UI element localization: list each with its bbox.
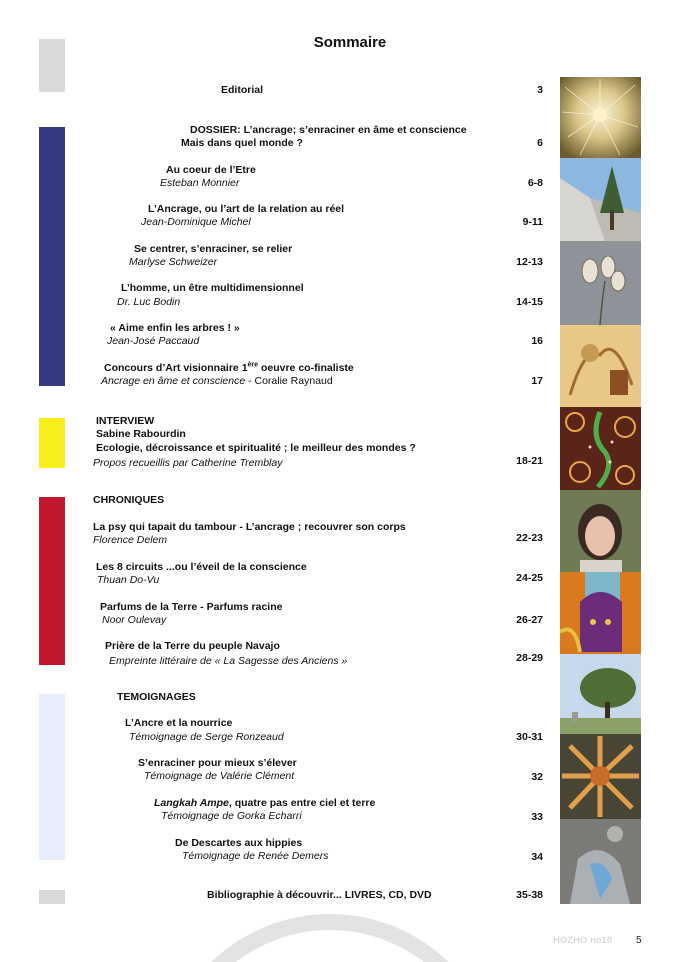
- dandelion-thumbnail: [560, 77, 641, 158]
- article-page: 16: [531, 335, 543, 347]
- temoignage-author: Témoignage de Renée Demers: [182, 850, 329, 862]
- temoignage-title-italic: Langkah Ampe: [154, 797, 229, 809]
- concours-title-a: Concours d’Art visionnaire 1: [104, 362, 248, 374]
- chroniques-heading: CHRONIQUES: [93, 494, 165, 506]
- interview-page: 18-21: [516, 455, 543, 467]
- editorial-title[interactable]: Editorial: [221, 84, 264, 96]
- sun-mandala-thumbnail: [560, 734, 641, 819]
- aboriginal-art-thumbnail: [560, 407, 641, 490]
- chronique-author: Florence Delem: [93, 534, 168, 546]
- concours-page: 17: [531, 375, 543, 387]
- interview-person: Sabine Rabourdin: [96, 428, 186, 440]
- article-title[interactable]: L’Ancrage, ou l’art de la relation au réel: [148, 203, 345, 215]
- dossier-title-line2[interactable]: Mais dans quel monde ?: [181, 137, 303, 149]
- chronique-page: 22-23: [516, 532, 543, 544]
- temoignage-title[interactable]: De Descartes aux hippies: [175, 837, 303, 849]
- article-author: Esteban Monnier: [160, 177, 240, 189]
- dossier-page: 6: [537, 137, 543, 149]
- yellow-bar: [39, 418, 65, 468]
- landscape-tree-thumbnail: [560, 654, 641, 734]
- editorial-page: 3: [537, 84, 543, 96]
- colorful-painting-thumbnail: [560, 572, 641, 654]
- article-author: Marlyse Schweizer: [129, 256, 218, 268]
- visionary-art-thumbnail: [560, 325, 641, 407]
- footer-magazine: HOZHO no10: [553, 935, 613, 946]
- dossier-title-line1[interactable]: DOSSIER: L’ancrage; s’enraciner en âme et conscience: [190, 124, 467, 136]
- chronique-page: 26-27: [516, 614, 543, 626]
- temoignage-page: 32: [531, 771, 543, 783]
- sculpture-thumbnail: [560, 819, 641, 904]
- grey-bar-bottom: [39, 890, 65, 904]
- article-title[interactable]: L’homme, un être multidimensionnel: [121, 282, 304, 294]
- chronique-title[interactable]: Les 8 circuits ...ou l’éveil de la conscience: [96, 561, 307, 573]
- temoignage-author: Témoignage de Gorka Echarri: [161, 810, 302, 822]
- article-author: Dr. Luc Bodin: [117, 296, 181, 308]
- article-page: 14-15: [516, 296, 543, 308]
- interview-heading: INTERVIEW: [96, 415, 155, 427]
- bibliographie-page: 35-38: [516, 889, 543, 901]
- pale-blue-bar: [39, 694, 65, 860]
- footer-page-number: 5: [636, 935, 642, 946]
- concours-title-sup: ère: [247, 361, 259, 369]
- article-page: 6-8: [527, 177, 543, 189]
- article-title[interactable]: Au coeur de l’Etre: [166, 164, 256, 176]
- temoignage-title[interactable]: L’Ancre et la nourrice: [125, 717, 233, 729]
- chronique-title[interactable]: Parfums de la Terre - Parfums racine: [100, 601, 283, 613]
- article-author: Jean-Dominique Michel: [141, 216, 251, 228]
- article-page: 12-13: [516, 256, 543, 268]
- portrait-thumbnail: [560, 490, 641, 572]
- interview-credit: Propos recueillis par Catherine Tremblay: [93, 457, 283, 469]
- chronique-author: Empreinte littéraire de « La Sagesse des Anciens »: [109, 655, 348, 667]
- blue-bar: [39, 127, 65, 386]
- article-author: Jean-José Paccaud: [107, 335, 200, 347]
- article-page: 9-11: [522, 216, 543, 228]
- chronique-title[interactable]: Prière de la Terre du peuple Navajo: [105, 640, 280, 652]
- temoignages-heading: TEMOIGNAGES: [117, 691, 196, 703]
- temoignage-title[interactable]: [154, 797, 375, 810]
- red-bar: [39, 497, 65, 665]
- chronique-author: Thuan Do-Vu: [97, 574, 160, 586]
- article-title[interactable]: Se centrer, s’enraciner, se relier: [134, 243, 293, 255]
- temoignage-author: Témoignage de Serge Ronzeaud: [129, 731, 284, 743]
- bibliographie-title[interactable]: Bibliographie à découvrir... LIVRES, CD, DVD: [207, 889, 432, 901]
- page-title: Sommaire: [313, 34, 387, 51]
- tree-rock-thumbnail: [560, 158, 641, 241]
- chronique-title[interactable]: La psy qui tapait du tambour - L’ancrage ; recouvrer son corps: [93, 521, 406, 533]
- temoignage-page: 34: [531, 851, 543, 863]
- concours-subtitle: [101, 375, 333, 388]
- temoignage-title-rest: , quatre pas entre ciel et terre: [228, 797, 376, 809]
- concours-title[interactable]: [104, 362, 354, 375]
- temoignage-title[interactable]: S’enraciner pour mieux s’élever: [138, 757, 297, 769]
- concours-subtitle-italic: Ancrage en âme et conscience: [101, 375, 246, 387]
- temoignage-page: 33: [531, 811, 543, 823]
- chronique-page: 24-25: [516, 572, 543, 584]
- concours-subtitle-rest: - Coralie Raynaud: [245, 375, 333, 387]
- chronique-author: Noor Oulevay: [102, 614, 167, 626]
- article-title[interactable]: « Aime enfin les arbres ! »: [110, 322, 240, 334]
- interview-title[interactable]: Ecologie, décroissance et spiritualité ; le meilleur des mondes ?: [96, 442, 416, 454]
- seed-pods-thumbnail: [560, 241, 641, 325]
- chronique-page: 28-29: [516, 652, 543, 664]
- temoignage-author: Témoignage de Valérie Clément: [144, 770, 295, 782]
- decorative-arc: [160, 914, 500, 962]
- temoignage-page: 30-31: [516, 731, 543, 743]
- concours-title-b: oeuvre co-finaliste: [258, 362, 354, 374]
